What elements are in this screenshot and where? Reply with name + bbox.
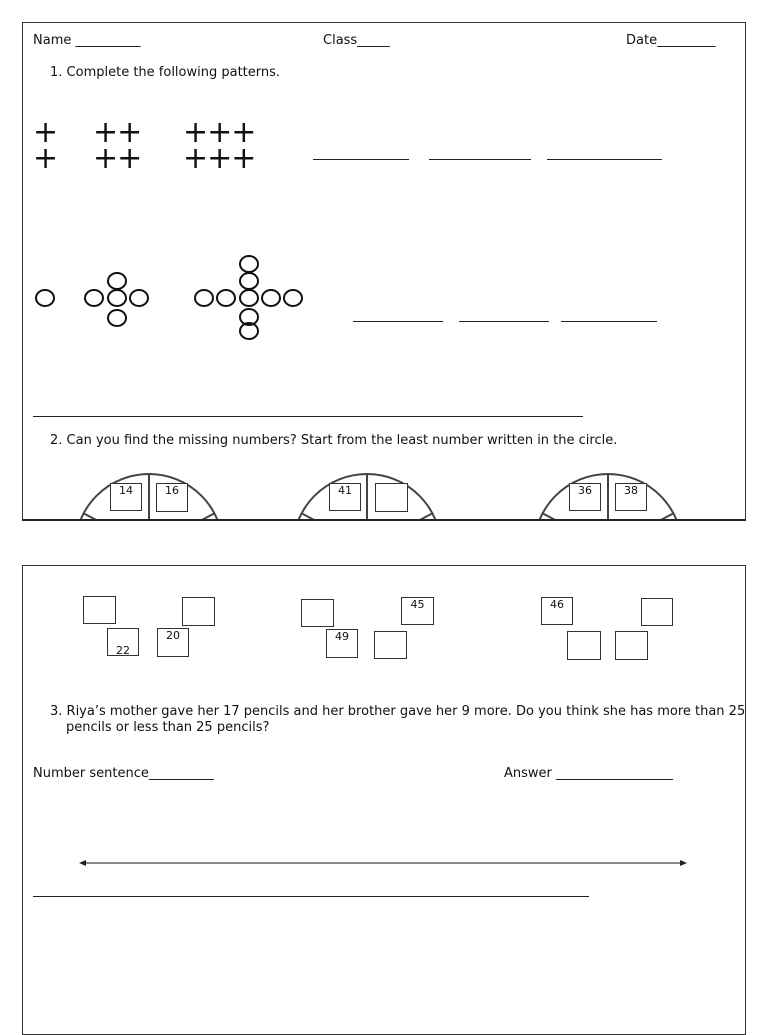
divider-line bbox=[33, 416, 583, 417]
wheel-number-box: 49 bbox=[326, 629, 358, 658]
answer-blank[interactable] bbox=[561, 321, 657, 322]
missing-number-box[interactable] bbox=[641, 598, 673, 626]
plus-group-2-top: ++ bbox=[93, 115, 142, 150]
pattern-circle bbox=[108, 310, 126, 326]
pattern-circle bbox=[108, 273, 126, 289]
question-2-text: 2. Can you find the missing numbers? Start from the least number written in the circle. bbox=[50, 433, 618, 448]
plus-group-2-bottom: ++ bbox=[93, 141, 142, 176]
wheel-number-box: 36 bbox=[569, 483, 601, 511]
answer-line[interactable] bbox=[33, 896, 589, 897]
question-3-text: 3. Riya’s mother gave her 17 pencils and her brother gave her 9 more. Do you think she has more than 25 bbox=[50, 704, 746, 719]
wheel-number-box: 16 bbox=[156, 483, 188, 512]
plus-group-3-top: +++ bbox=[183, 115, 256, 150]
date-field-label[interactable]: Date_________ bbox=[626, 33, 716, 48]
arrow-right-icon bbox=[680, 860, 687, 866]
wheel-number-box: 38 bbox=[615, 483, 647, 511]
plus-group-1-top: + bbox=[33, 115, 58, 150]
number-wheel-2 bbox=[293, 474, 441, 521]
worksheet-page-2 bbox=[22, 565, 746, 1035]
missing-number-box[interactable] bbox=[83, 596, 116, 624]
wheel-number-box: 41 bbox=[329, 483, 361, 511]
question-1-text: 1. Complete the following patterns. bbox=[50, 65, 281, 80]
pattern-circle bbox=[240, 290, 258, 306]
wheel-number-box: 22 bbox=[107, 628, 139, 656]
answer-blank[interactable] bbox=[313, 159, 409, 160]
worksheet-page-1 bbox=[22, 22, 746, 521]
answer-blank[interactable] bbox=[459, 321, 549, 322]
plus-group-3-bottom: +++ bbox=[183, 141, 256, 176]
pattern-circle bbox=[240, 256, 258, 272]
answer-field[interactable]: Answer __________________ bbox=[504, 766, 674, 781]
name-field-label[interactable]: Name __________ bbox=[33, 33, 141, 48]
answer-blank[interactable] bbox=[547, 159, 662, 160]
missing-number-box[interactable] bbox=[374, 631, 407, 659]
wheel-number-box: 46 bbox=[541, 597, 573, 625]
pattern-circle bbox=[130, 290, 148, 306]
circle-pattern bbox=[23, 251, 323, 351]
answer-blank[interactable] bbox=[353, 321, 443, 322]
number-wheel-3 bbox=[534, 474, 682, 521]
pattern-circle bbox=[217, 290, 235, 306]
number-line bbox=[23, 853, 747, 873]
number-wheel-1 bbox=[75, 474, 223, 521]
missing-number-box[interactable] bbox=[615, 631, 648, 660]
pattern-circle bbox=[240, 273, 258, 289]
pattern-circle bbox=[262, 290, 280, 306]
pattern-circle bbox=[85, 290, 103, 306]
number-sentence-field[interactable]: Number sentence__________ bbox=[33, 766, 214, 781]
missing-number-box[interactable] bbox=[375, 483, 408, 512]
plus-group-1-bottom: + bbox=[33, 141, 58, 176]
pattern-circle bbox=[36, 290, 54, 306]
arrow-left-icon bbox=[79, 860, 86, 866]
answer-blank[interactable] bbox=[429, 159, 531, 160]
missing-number-box[interactable] bbox=[301, 599, 334, 627]
wheel-number-box: 14 bbox=[110, 483, 142, 511]
question-3-text-continued: pencils or less than 25 pencils? bbox=[66, 720, 270, 735]
pattern-circle bbox=[195, 290, 213, 306]
missing-number-box[interactable] bbox=[567, 631, 601, 660]
missing-number-box[interactable] bbox=[182, 597, 215, 626]
class-field-label[interactable]: Class_____ bbox=[323, 33, 390, 48]
pattern-circle bbox=[108, 290, 126, 306]
wheel-number-box: 20 bbox=[157, 628, 189, 657]
wheel-number-box: 45 bbox=[401, 597, 434, 625]
pattern-circle bbox=[284, 290, 302, 306]
